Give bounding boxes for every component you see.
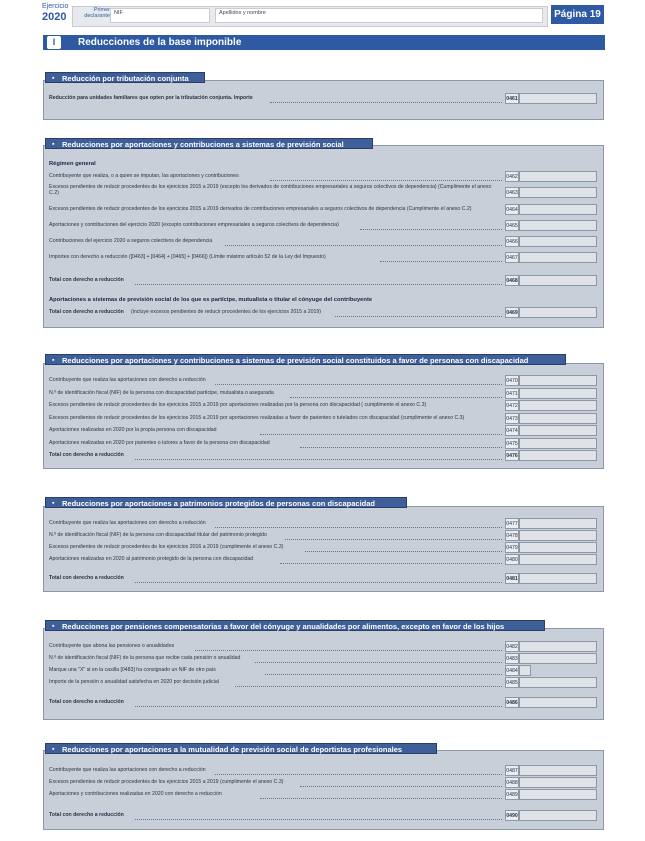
field-0480[interactable] [519,554,597,565]
dot-leader [300,446,502,448]
code-0468: 0468 [505,275,519,286]
dot-leader [265,673,502,675]
row-label: Aportaciones realizadas en 2020 por la propia persona con discapacidad [49,427,217,433]
field-0461[interactable] [519,93,597,104]
code-0461: 0461 [505,93,519,104]
code-0471: 0471 [505,388,519,399]
dot-leader [270,179,502,181]
declarant-label: Primer declarante [84,7,110,19]
field-0489[interactable] [519,789,597,800]
tab-tributacion-conjunta: ▪ Reducción por tributación conjunta [45,72,205,83]
code-0474: 0474 [505,425,519,436]
row-label: Contribuyente que realiza, o a quien se imputan, las aportaciones y contribuciones [49,173,239,179]
row-label: Excesos pendientes de reducir procedentes de los ejercicios 2016 a 2019 (cumplimente el anexo C.3) [49,544,284,550]
dot-leader [135,458,502,460]
dot-leader [135,705,502,707]
code-0488: 0488 [505,777,519,788]
nif-field[interactable]: NIF [110,8,210,23]
code-0487: 0487 [505,765,519,776]
field-0488[interactable] [519,777,597,788]
dot-leader [195,649,502,651]
code-0463: 0463 [505,187,519,198]
tab-patrimonios-protegidos: ▪ Reducciones por aportaciones a patrimonios protegidos de personas con discapacidad [45,497,407,508]
row-label: Contribuyente que realiza las aportaciones con derecho a reducción [49,377,206,383]
ejercicio-label: Ejercicio [42,3,69,10]
dot-leader [285,538,502,540]
dot-leader [290,396,502,398]
code-0490: 0490 [505,810,519,821]
field-0476[interactable] [519,450,597,461]
dot-leader [135,283,502,285]
field-0473[interactable] [519,413,597,424]
row-label: Importe de la pensión o anualidad satisfecha en 2020 por decisión judicial [49,679,219,685]
code-0485: 0485 [505,677,519,688]
dot-leader [135,581,502,583]
code-0489: 0489 [505,789,519,800]
field-0478[interactable] [519,530,597,541]
dot-leader [300,785,502,787]
ejercicio-year: 2020 [42,11,67,23]
section-title: Reducciones de la base imponible [78,37,242,48]
total-label: Total con derecho a reducción [49,575,124,581]
row-label: Marque una "X" si en la casilla [0483] ha consignado un NIF de otro país [49,667,216,673]
code-0462: 0462 [505,171,519,182]
total-label: Total con derecho a reducción [49,699,124,705]
name-field[interactable]: Apellidos y nombre [215,8,543,23]
field-0477[interactable] [519,518,597,529]
dot-leader [380,260,502,262]
row-label: Aportaciones y contribuciones del ejercicio 2020 (excepto contribuciones empresariales a seguros colectivos de dependencia) [49,222,339,228]
row-label: Excesos pendientes de reducir procedentes de los ejercicios 2015 a 2019 derivados de contribuciones empresariales a seguros colectivos de dependencia (Cumplimente el anexo C.2) [49,206,472,212]
row-label: Reducción para unidades familiares que opten por la tributación conjunta. Importe [49,95,253,101]
total-label: Total con derecho a reducción [49,309,124,315]
tab-pensiones-compensatorias: ▪ Reducciones por pensiones compensatorias a favor del cónyuge y anualidades por alimentos, excepto en favor de los hijos [45,620,545,631]
field-0490[interactable] [519,810,597,821]
dot-leader [260,433,502,435]
code-0467: 0467 [505,252,519,263]
section-number: I [47,36,61,49]
field-0485[interactable] [519,677,597,688]
dot-leader [260,797,502,799]
row-label: Excesos pendientes de reducir procedentes de los ejercicios 2015 a 2019 (excepto los derivados de contribuciones empresariales a seguros colectivos de dependencia) (Cumplimente el anexo C.2) [49,184,492,196]
row-label: N.º de identificación fiscal (NIF) de la persona con discapacidad partícipe, mutualista o asegurada [49,390,274,396]
row-label: Aportaciones realizadas en 2020 al patrimonio protegido de la persona con discapacidad [49,556,254,562]
code-0483: 0483 [505,653,519,664]
total-label: Total con derecho a reducción [49,277,124,283]
code-0464: 0464 [505,204,519,215]
field-0472[interactable] [519,400,597,411]
tab-deportistas: ▪ Reducciones por aportaciones a la mutualidad de previsión social de deportistas profesionales [45,743,437,754]
field-0479[interactable] [519,542,597,553]
dot-leader [215,526,502,528]
field-0470[interactable] [519,375,597,386]
code-0480: 0480 [505,554,519,565]
code-0473: 0473 [505,413,519,424]
code-0465: 0465 [505,220,519,231]
field-0462[interactable] [519,171,597,182]
field-0487[interactable] [519,765,597,776]
dot-leader [225,244,502,246]
dot-leader [270,101,502,103]
field-0469[interactable] [519,307,597,318]
code-0475: 0475 [505,438,519,449]
dot-leader [280,562,502,564]
code-0484: 0484 [505,665,519,676]
checkbox-0484[interactable] [519,665,531,676]
field-0463[interactable] [519,187,597,198]
dot-leader [255,661,502,663]
dot-leader [215,383,502,385]
total-label-extra: (incluye excesos pendientes de reducir procedentes de los ejercicios 2015 a 2019) [131,309,322,315]
row-label: Excesos pendientes de reducir procedentes de los ejercicios 2015 a 2019 (cumplimente el anexo C.3) [49,779,284,785]
row-label: Importes con derecho a reducción ([0463] + [0464] + [0465] + [0466]) (Límite máximo artículo 52 de la Ley del Impuesto) [49,254,326,260]
field-0474[interactable] [519,425,597,436]
field-0468[interactable] [519,275,597,286]
row-label: N.º de identificación fiscal (NIF) de la persona con discapacidad titular del patrimonio protegido [49,532,267,538]
subtitle-conyuge: Aportaciones a sistemas de previsión social de los que es partícipe, mutualista o titular el cónyuge del contribuyente [49,297,373,303]
code-0477: 0477 [505,518,519,529]
page-number: Página 19 [551,5,604,24]
code-0472: 0472 [505,400,519,411]
code-0481: 0481 [505,573,519,584]
field-0482[interactable] [519,641,597,652]
field-0475[interactable] [519,438,597,449]
subtitle-regimen-general: Régimen general [49,161,96,167]
row-label: Aportaciones y contribuciones realizadas en 2020 con derecho a reducción [49,791,222,797]
code-0470: 0470 [505,375,519,386]
code-0476: 0476 [505,450,519,461]
row-label: Contribuciones del ejercicio 2020 a seguros colectivos de dependencia [49,238,213,244]
code-0466: 0466 [505,236,519,247]
tab-prevision-social: ▪ Reducciones por aportaciones y contribuciones a sistemas de previsión social [45,138,373,149]
row-label: Excesos pendientes de reducir procedentes de los ejercicios 2015 a 2019 por aportaciones realizadas por la persona con discapacidad ( cumplimente el anexo C.3) [49,402,427,408]
field-0486[interactable] [519,697,597,708]
code-0469: 0469 [505,307,519,318]
field-0467[interactable] [519,252,597,263]
code-0482: 0482 [505,641,519,652]
row-label: Aportaciones realizadas en 2020 por parientes o tutores a favor de la persona con discapacidad [49,440,270,446]
row-label: Contribuyente que realiza las aportaciones con derecho a reducción [49,520,206,526]
field-0483[interactable] [519,653,597,664]
row-label: Excesos pendientes de reducir procedentes de los ejercicios 2015 a 2019 por aportaciones realizadas a favor de parientes o tutelados con discapacidad (cumplimente el anexo C.3) [49,415,465,421]
dot-leader [215,773,502,775]
code-0486: 0486 [505,697,519,708]
field-0481[interactable] [519,573,597,584]
tab-discapacidad: ▪ Reducciones por aportaciones y contribuciones a sistemas de previsión social constituidos a favor de personas con discapacidad [45,354,566,365]
total-label: Total con derecho a reducción [49,812,124,818]
dot-leader [135,818,502,820]
field-0471[interactable] [519,388,597,399]
field-0466[interactable] [519,236,597,247]
field-0465[interactable] [519,220,597,231]
code-0478: 0478 [505,530,519,541]
dot-leader [335,315,502,317]
row-label: N.º de identificación fiscal (NIF) de la persona que recibe cada pensión o anualidad [49,655,241,661]
row-label: Contribuyente que abona las pensiones o anualidades [49,643,175,649]
row-label: Contribuyente que realiza las aportaciones con derecho a reducción [49,767,206,773]
field-0464[interactable] [519,204,597,215]
code-0479: 0479 [505,542,519,553]
total-label: Total con derecho a reducción [49,452,124,458]
dot-leader [360,228,502,230]
dot-leader [305,550,502,552]
dot-leader [235,685,502,687]
